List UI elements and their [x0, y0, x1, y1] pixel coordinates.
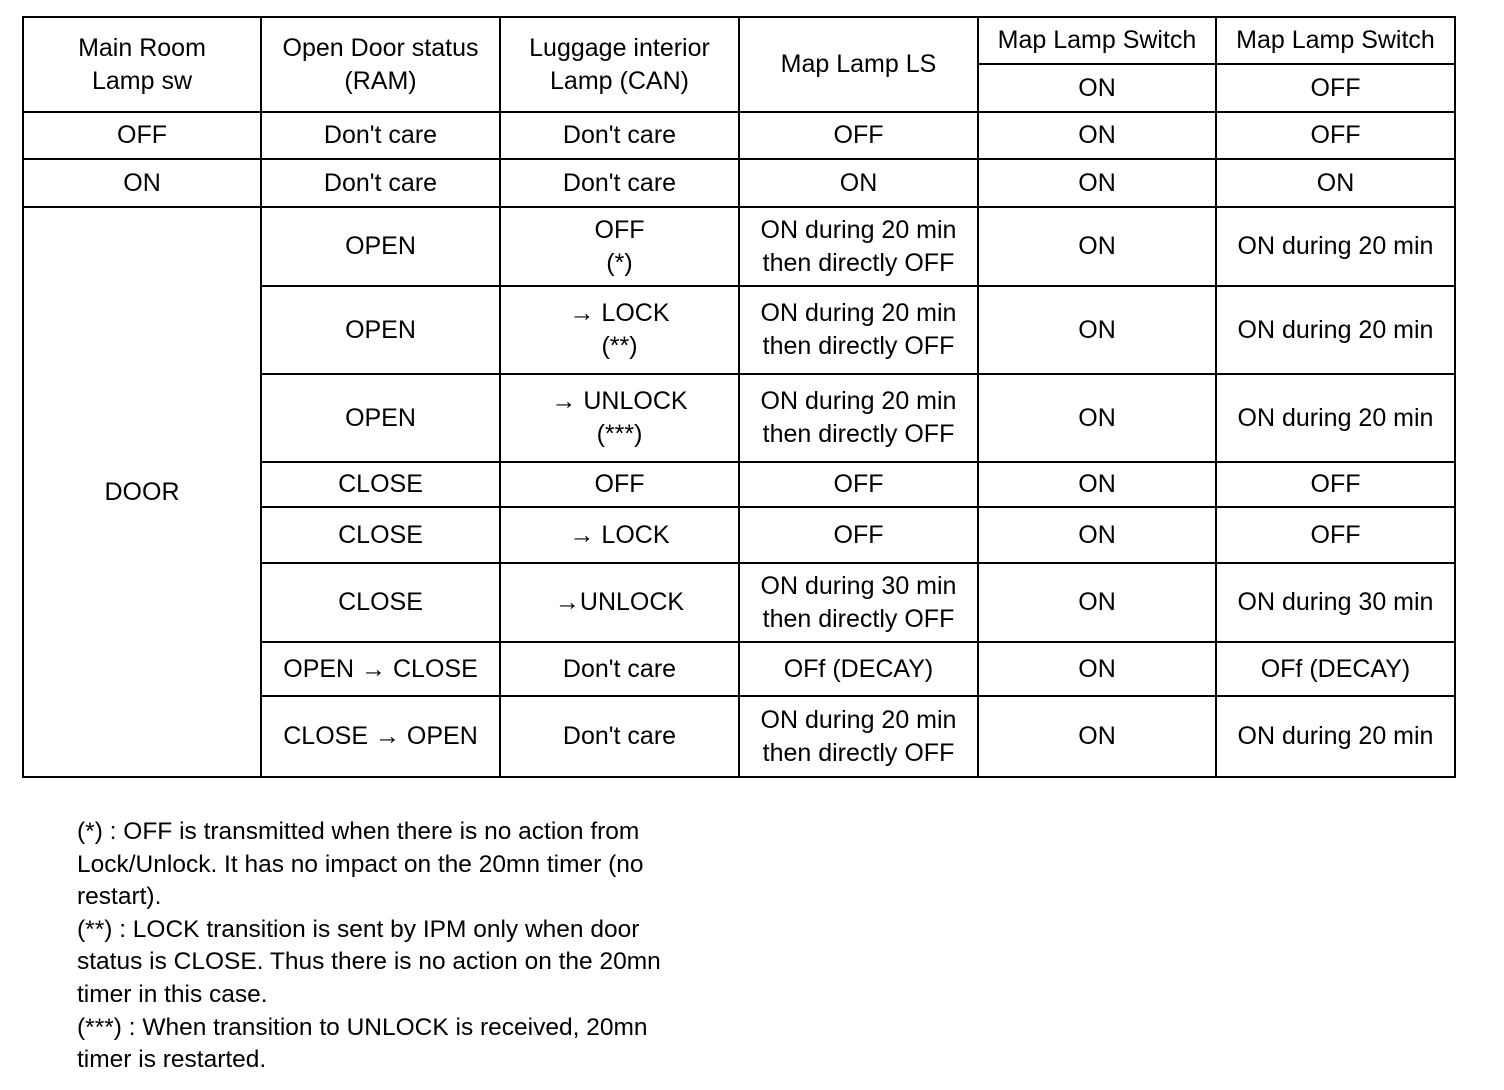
- footnote-line: timer is restarted.: [77, 1046, 267, 1074]
- cell-switch-off: OFf (DECAY): [1216, 642, 1455, 696]
- cell-map-lamp-ls: ON during 20 min then directly OFF: [739, 374, 978, 462]
- cell-switch-on: ON: [978, 374, 1216, 462]
- cell-map-lamp-ls: ON during 20 min then directly OFF: [739, 696, 978, 777]
- cell-luggage: OFF (*): [500, 207, 739, 286]
- cell-map-lamp-ls: OFf (DECAY): [739, 642, 978, 696]
- cell-switch-off: OFF: [1216, 112, 1455, 159]
- cell-switch-off: ON: [1216, 159, 1455, 207]
- cell-door-status: Don't care: [261, 159, 500, 207]
- cell-door-status: CLOSE: [261, 507, 500, 563]
- cell-switch-on: ON: [978, 207, 1216, 286]
- cell-map-lamp-ls: OFF: [739, 507, 978, 563]
- cell-switch-off: OFF: [1216, 507, 1455, 563]
- header-open-door-status: Open Door status (RAM): [261, 17, 500, 112]
- cell-switch-on: ON: [978, 563, 1216, 642]
- footnote-line: restart).: [77, 883, 162, 911]
- cell-switch-off: ON during 30 min: [1216, 563, 1455, 642]
- header-map-lamp-switch-on: Map Lamp Switch: [978, 17, 1216, 64]
- cell-door-status: OPEN: [261, 286, 500, 374]
- cell-door-status: CLOSE → OPEN: [261, 696, 500, 777]
- cell-luggage: → LOCK (**): [500, 286, 739, 374]
- lamp-logic-table: [22, 16, 1456, 778]
- cell-door-status: CLOSE: [261, 462, 500, 507]
- cell-switch-on: ON: [978, 112, 1216, 159]
- cell-switch-off: ON during 20 min: [1216, 207, 1455, 286]
- header-map-lamp-ls: Map Lamp LS: [739, 17, 978, 112]
- cell-switch-on: ON: [978, 642, 1216, 696]
- cell-luggage: Don't care: [500, 112, 739, 159]
- cell-luggage: Don't care: [500, 696, 739, 777]
- table-row: [23, 159, 1455, 207]
- cell-map-lamp-ls: ON: [739, 159, 978, 207]
- footnote-line: (***) : When transition to UNLOCK is received, 20mn: [77, 1013, 648, 1041]
- footnote-line: status is CLOSE. Thus there is no action on the 20mn: [77, 948, 661, 976]
- footnote-line: timer in this case.: [77, 980, 268, 1008]
- footnote-triple-asterisk: [77, 1012, 737, 1077]
- cell-map-lamp-ls: OFF: [739, 112, 978, 159]
- cell-door-status: CLOSE: [261, 563, 500, 642]
- cell-map-lamp-ls: ON during 20 min then directly OFF: [739, 286, 978, 374]
- cell-main-room-door: DOOR: [23, 207, 261, 777]
- cell-switch-on: ON: [978, 696, 1216, 777]
- footnote-single-asterisk: [77, 816, 737, 914]
- footnotes: [77, 816, 737, 1077]
- cell-switch-off: ON during 20 min: [1216, 374, 1455, 462]
- cell-map-lamp-ls: OFF: [739, 462, 978, 507]
- header-luggage-interior-lamp: Luggage interior Lamp (CAN): [500, 17, 739, 112]
- cell-switch-on: ON: [978, 286, 1216, 374]
- cell-luggage: OFF: [500, 462, 739, 507]
- cell-switch-on: ON: [978, 159, 1216, 207]
- cell-switch-off: OFF: [1216, 462, 1455, 507]
- footnote-line: (**) : LOCK transition is sent by IPM only when door: [77, 915, 640, 943]
- cell-map-lamp-ls: ON during 20 min then directly OFF: [739, 207, 978, 286]
- cell-luggage: →UNLOCK: [500, 563, 739, 642]
- lamp-logic-table-container: [22, 16, 1454, 778]
- cell-luggage: → LOCK: [500, 507, 739, 563]
- table-row: [23, 207, 1455, 286]
- cell-main-room: ON: [23, 159, 261, 207]
- header-row-1: [23, 17, 1455, 64]
- cell-switch-off: ON during 20 min: [1216, 286, 1455, 374]
- footnote-double-asterisk: [77, 914, 737, 1012]
- cell-switch-on: ON: [978, 507, 1216, 563]
- cell-luggage: Don't care: [500, 159, 739, 207]
- cell-switch-on: ON: [978, 462, 1216, 507]
- header-switch-off-label: OFF: [1216, 64, 1455, 112]
- footnote-line: Lock/Unlock. It has no impact on the 20mn timer (no: [77, 850, 644, 878]
- footnote-line: (*) : OFF is transmitted when there is no action from: [77, 818, 640, 845]
- cell-map-lamp-ls: ON during 30 min then directly OFF: [739, 563, 978, 642]
- cell-door-status: OPEN: [261, 374, 500, 462]
- table-row: [23, 112, 1455, 159]
- cell-door-status: Don't care: [261, 112, 500, 159]
- cell-luggage: → UNLOCK (***): [500, 374, 739, 462]
- header-switch-on-label: ON: [978, 64, 1216, 112]
- header-map-lamp-switch-off: Map Lamp Switch: [1216, 17, 1455, 64]
- cell-switch-off: ON during 20 min: [1216, 696, 1455, 777]
- header-main-room-lamp-sw: Main Room Lamp sw: [23, 17, 261, 112]
- cell-luggage: Don't care: [500, 642, 739, 696]
- cell-main-room: OFF: [23, 112, 261, 159]
- cell-door-status: OPEN: [261, 207, 500, 286]
- cell-door-status: OPEN → CLOSE: [261, 642, 500, 696]
